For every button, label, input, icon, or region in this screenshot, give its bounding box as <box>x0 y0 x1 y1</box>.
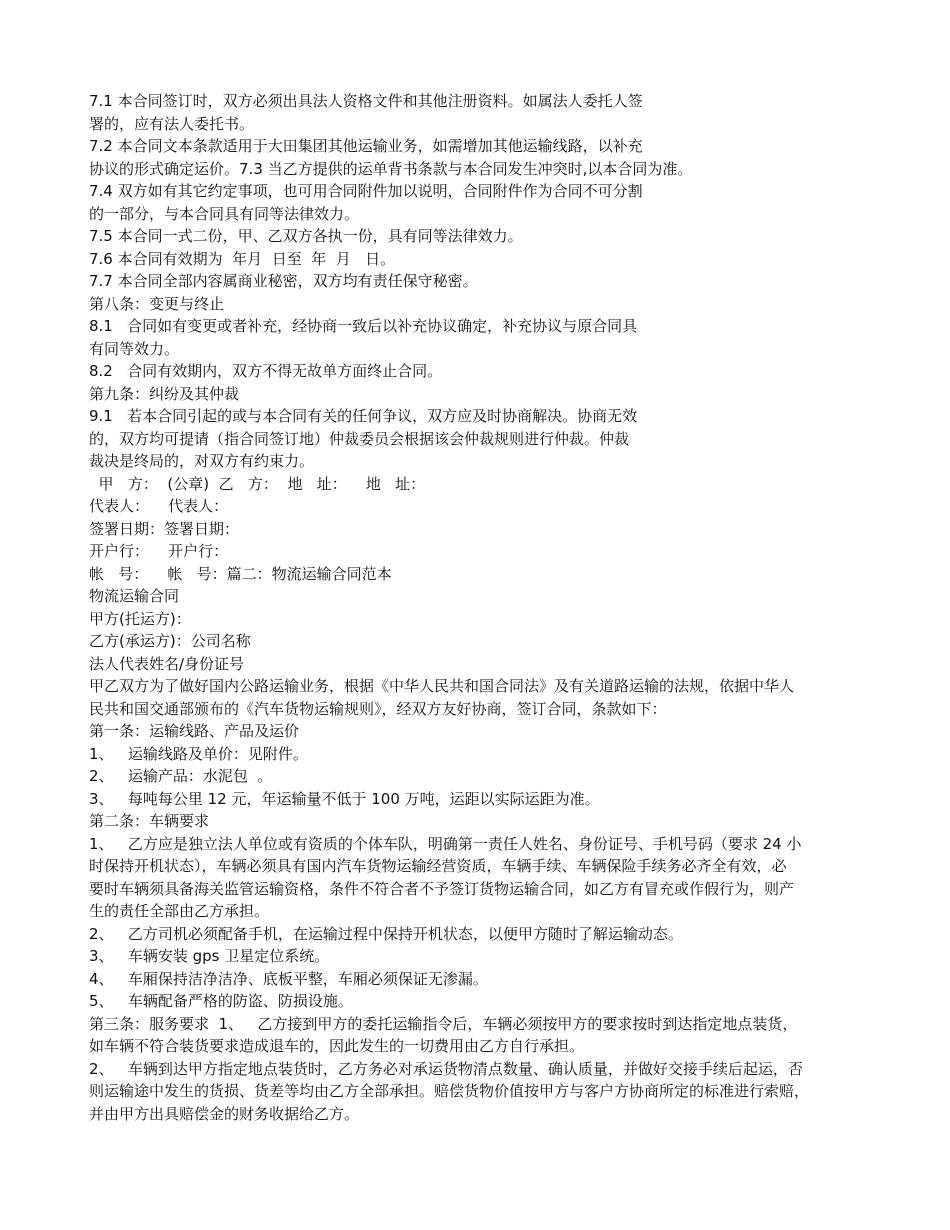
text-line: 有同等效力。 <box>89 339 180 358</box>
text-line: 2、 车辆到达甲方指定地点装货时，乙方务必对承运货物清点数量、确认质量，并做好交接手续后起运，否 <box>89 1059 803 1078</box>
text-line: 7.1 本合同签订时，双方必须出具法人资格文件和其他注册资料。如属法人委托人签 <box>89 92 643 110</box>
text-line: 9.1 若本合同引起的或与本合同有关的任何争议，双方应及时协商解决。协商无效 <box>89 407 638 425</box>
text-line: 3、 每吨每公里 12 元，年运输量不低于 100 万吨，运距以实际运距为准。 <box>89 789 600 808</box>
text-line: 第二条：车辆要求 <box>89 812 210 830</box>
text-line: 民共和国交通部颁布的《汽车货物运输规则》，经双方友好协商，签订合同，条款如下： <box>89 699 667 718</box>
text-line: 第九条：纠纷及其仲裁 <box>89 384 240 403</box>
text-line: 第八条：变更与终止 <box>89 294 225 313</box>
text-line: 7.4 双方如有其它约定事项，也可用合同附件加以说明，合同附件作为合同不可分割 <box>89 182 643 200</box>
text-line: 第一条：运输线路、产品及运价 <box>89 722 300 740</box>
text-line: 签署日期：签署日期： <box>89 519 240 538</box>
text-line: 1、 乙方应是独立法人单位或有资质的个体车队，明确第一责任人姓名、身份证号、手机号码（要求 24 小 <box>89 834 802 853</box>
text-line: 第三条：服务要求 1、 乙方接到甲方的委托运输指令后，车辆必须按甲方的要求按时到达指定地点装货， <box>89 1014 798 1033</box>
text-line: 要时车辆须具备海关监管运输资格，条件不符合者不予签订货物运输合同，如乙方有冒充或作假行为，则产 <box>89 879 795 898</box>
text-line: 的，双方均可提请（指合同签订地）仲裁委员会根据该会仲裁规则进行仲裁。仲裁 <box>89 429 630 448</box>
text-line: 并由甲方出具赔偿金的财务收据给乙方。 <box>89 1104 360 1123</box>
text-line: 署的，应有法人委托书。 <box>89 114 255 133</box>
text-line: 7.6 本合同有效期为 年月 日至 年 月 日。 <box>89 249 396 268</box>
text-line: 4、 车厢保持洁净洁净、底板平整，车厢必须保证无渗漏。 <box>89 969 488 988</box>
text-line: 物流运输合同 <box>89 587 180 605</box>
document-body <box>89 90 869 1125</box>
text-line: 则运输途中发生的货损、货差等均由乙方全部承担。赔偿货物价值按甲方与客户方协商所定的标准进行索赔， <box>89 1082 810 1100</box>
text-line: 7.7 本合同全部内容属商业秘密，双方均有责任保守秘密。 <box>89 272 478 290</box>
text-line: 协议的形式确定运价。7.3 当乙方提供的运单背书条款与本合同发生冲突时,以本合同为准。 <box>89 159 693 178</box>
text-line: 3、 车辆安装 gps 卫星定位系统。 <box>89 947 330 965</box>
text-line: 乙方(承运方)：公司名称 <box>89 632 251 650</box>
text-line: 8.2 合同有效期内，双方不得无故单方面终止合同。 <box>89 362 443 380</box>
text-line: 开户行： 开户行： <box>89 542 229 560</box>
text-line: 7.5 本合同一式二份，甲、乙双方各执一份，具有同等法律效力。 <box>89 227 523 245</box>
text-line: 2、 乙方司机必须配备手机，在运输过程中保持开机状态，以便甲方随时了解运输动态。 <box>89 924 683 943</box>
text-line: 7.2 本合同文本条款适用于大田集团其他运输业务，如需增加其他运输线路，以补充 <box>89 137 643 155</box>
text-line: 生的责任全部由乙方承担。 <box>89 902 270 920</box>
text-line: 甲 方： (公章) 乙 方： 地 址： 地 址： <box>89 474 426 493</box>
text-line: 2、 运输产品：水泥包 。 <box>89 767 273 785</box>
text-line: 5、 车辆配备严格的防盗、防损设施。 <box>89 992 353 1010</box>
text-line: 法人代表姓名/身份证号 <box>89 654 245 673</box>
text-line: 时保持开机状态），车辆必须具有国内汽车货物运输经营资质，车辆手续、车辆保险手续务必齐全有效，必 <box>89 857 787 875</box>
text-line: 代表人： 代表人： <box>89 497 229 515</box>
text-line: 甲方(托运方)： <box>89 609 191 628</box>
text-line: 1、 运输线路及单价：见附件。 <box>89 744 308 763</box>
text-line: 裁决是终局的，对双方有约束力。 <box>89 452 315 470</box>
text-line: 帐 号： 帐 号：篇二：物流运输合同范本 <box>89 564 392 583</box>
text-line: 的一部分，与本合同具有同等法律效力。 <box>89 204 360 223</box>
text-line: 8.1 合同如有变更或者补充，经协商一致后以补充协议确定，补充协议与原合同具 <box>89 317 638 335</box>
text-line: 如车辆不符合装货要求造成退车的，因此发生的一切费用由乙方自行承担。 <box>89 1037 585 1055</box>
text-line: 甲乙双方为了做好国内公路运输业务，根据《中华人民共和国合同法》及有关道路运输的法规，依据中华人 <box>89 677 795 695</box>
